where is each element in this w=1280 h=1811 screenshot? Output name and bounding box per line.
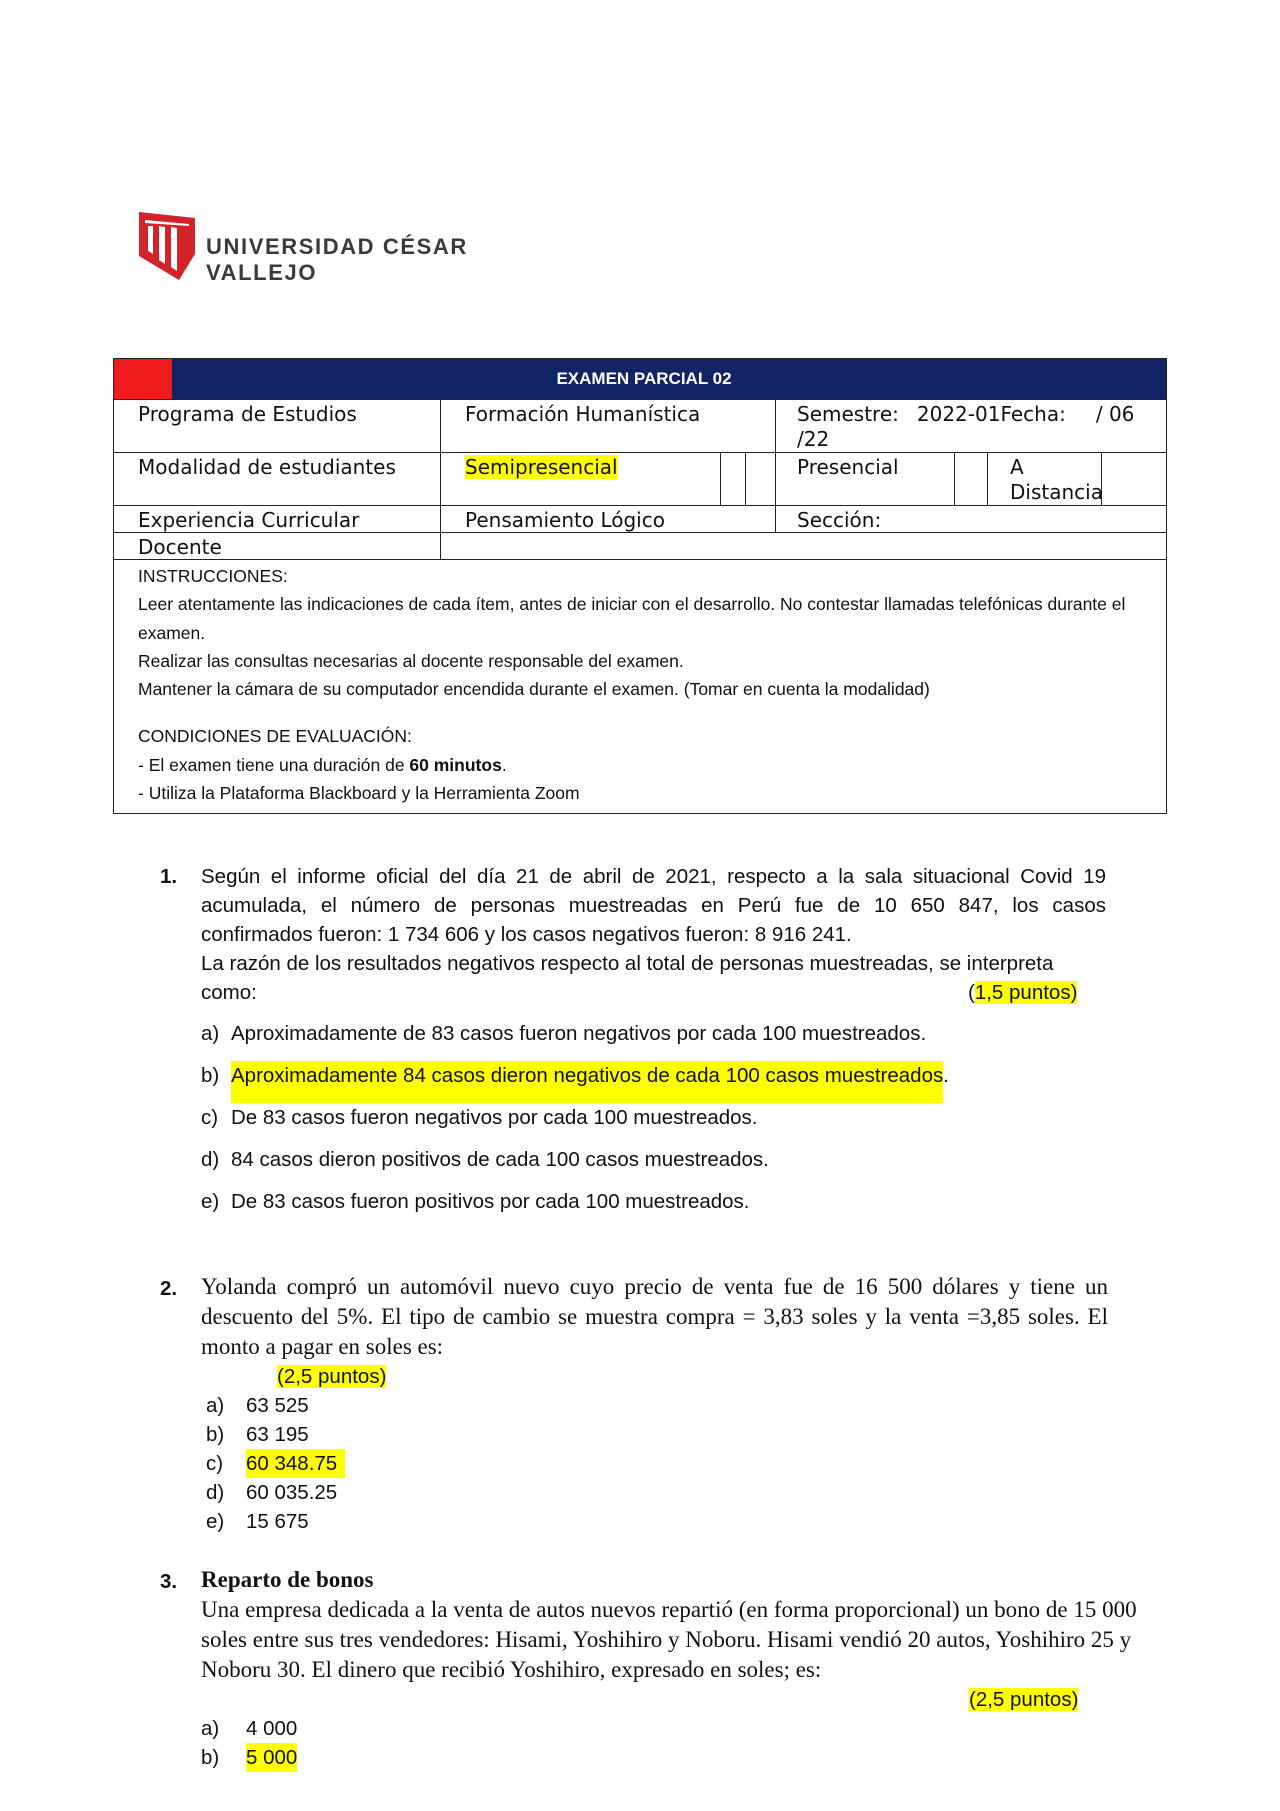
modality-semipresencial	[441, 453, 721, 505]
option-c[interactable]: c) 60 348.75	[206, 1449, 1108, 1478]
exam-title-row	[114, 359, 1166, 400]
option-b[interactable]: b) Aproximadamente 84 casos dieron negativos de cada 100 casos muestreados .	[201, 1061, 1106, 1103]
question-number: 3.	[160, 1570, 178, 1593]
question-title: Reparto de bonos	[201, 1567, 374, 1592]
option-a[interactable]: a) 63 525	[206, 1394, 309, 1417]
semester-value: 2022-01	[916, 402, 1001, 426]
question-3	[160, 1565, 1137, 1772]
option-b[interactable]: b) 5 000	[201, 1743, 1151, 1772]
modality-spacer	[746, 453, 776, 505]
exam-title: EXAMEN PARCIAL 02	[172, 359, 1166, 399]
teacher-value[interactable]	[441, 533, 1166, 559]
program-row	[114, 400, 1166, 453]
exam-header-table	[113, 358, 1167, 814]
section-label: Sección:	[797, 508, 882, 532]
date-year: /22	[797, 427, 830, 451]
option-a[interactable]: a) 4 000	[201, 1717, 298, 1740]
question-number: 2.	[160, 1277, 178, 1300]
instruction-3: Mantener la cámara de su computador encendida durante el examen. (Tomar en cuenta la modalidad)	[138, 679, 930, 700]
question-prompt-end: como: (1,5 puntos)	[201, 978, 1106, 1007]
option-e[interactable]: e) 15 675	[206, 1510, 309, 1533]
modality-row	[114, 453, 1166, 506]
modality-label: Modalidad de estudiantes	[114, 453, 441, 505]
semipresencial-checkbox[interactable]	[721, 453, 746, 505]
university-shield-icon	[139, 212, 195, 280]
condition-1: - El examen tiene una duración de 60 minutos.	[138, 754, 507, 775]
option-d[interactable]: d) 84 casos dieron positivos de cada 100 casos muestreados.	[201, 1148, 769, 1171]
course-row	[114, 506, 1166, 533]
question-points: (2,5 puntos)	[969, 1688, 1079, 1711]
option-e[interactable]: e) De 83 casos fueron positivos por cada 100 muestreados.	[201, 1190, 750, 1213]
instruction-1: Leer atentamente las indicaciones de cada ítem, antes de iniciar con el desarrollo. No contestar llamadas telefónicas durante el examen.	[138, 594, 1126, 643]
option-a[interactable]: a) Aproximadamente de 83 casos fueron negativos por cada 100 muestreados.	[201, 1022, 927, 1045]
course-value: Pensamiento Lógico	[441, 506, 776, 532]
question-2	[160, 1272, 1110, 1536]
instructions-title: INSTRUCCIONES:	[138, 566, 288, 586]
teacher-label: Docente	[114, 533, 441, 559]
question-text: Según el informe oficial del día 21 de abril de 2021, respecto a la sala situacional Covid 19 acumulada, el número de personas muestreadas en Perú fue de 10 650 847, los casos confirmados fueron: 1 734 606 y los casos negativos fueron: 8 916 241.	[201, 865, 1106, 946]
question-points: (2,5 puntos)	[277, 1365, 387, 1388]
question-prompt-line: La razón de los resultados negativos respecto al total de personas muestreadas, se interpreta	[201, 952, 1054, 975]
university-name: UNIVERSIDAD CÉSAR VALLEJO	[206, 234, 468, 285]
teacher-row	[114, 533, 1166, 560]
option-c[interactable]: c) De 83 casos fueron negativos por cada 100 muestreados.	[201, 1106, 758, 1129]
program-value: Formación Humanística	[441, 400, 776, 452]
semester-date-cell	[776, 400, 1166, 452]
option-b[interactable]: b) 63 195	[206, 1423, 309, 1446]
condition-2: - Utiliza la Plataforma Blackboard y la Herramienta Zoom	[138, 783, 580, 804]
course-label: Experiencia Curricular	[114, 506, 441, 532]
distance-checkbox[interactable]	[1102, 453, 1166, 505]
question-number: 1.	[160, 865, 178, 888]
date-label: Fecha:	[1000, 402, 1066, 426]
question-text: Yolanda compró un automóvil nuevo cuyo precio de venta fue de 16 500 dólares y tiene un descuento del 5%. El tipo de cambio se muestra compra = 3,83 soles y la venta =3,85 soles. El monto a pagar en soles es:	[201, 1274, 1108, 1359]
question-1	[160, 862, 1110, 1229]
title-red-block	[114, 359, 172, 399]
question-text: Una empresa dedicada a la venta de autos nuevos repartió (en forma proporcional) un bono de 15 000 soles entre sus tres vendedores: Hisami, Yoshihiro y Noboru. Hisami vendió 20 autos, Yoshihiro 25 y Noboru 30. El dinero que recibió Yoshihiro, expresado en soles; es:	[201, 1597, 1137, 1682]
option-d[interactable]: d) 60 035.25	[206, 1481, 338, 1504]
conditions-title: CONDICIONES DE EVALUACIÓN:	[138, 726, 412, 747]
program-label: Programa de Estudios	[114, 400, 441, 452]
semipresencial-text: Semipresencial	[465, 455, 618, 479]
date-value: / 06	[1095, 402, 1135, 426]
modality-presencial: Presencial	[776, 453, 955, 505]
presencial-checkbox[interactable]	[955, 453, 988, 505]
instructions-block	[114, 560, 1166, 813]
question-points: (1,5 puntos)	[968, 981, 1078, 1004]
instruction-2: Realizar las consultas necesarias al docente responsable del examen.	[138, 650, 684, 671]
modality-distance: A Distancia	[988, 453, 1102, 505]
university-logo	[139, 212, 559, 285]
semester-label: Semestre:	[797, 402, 899, 426]
